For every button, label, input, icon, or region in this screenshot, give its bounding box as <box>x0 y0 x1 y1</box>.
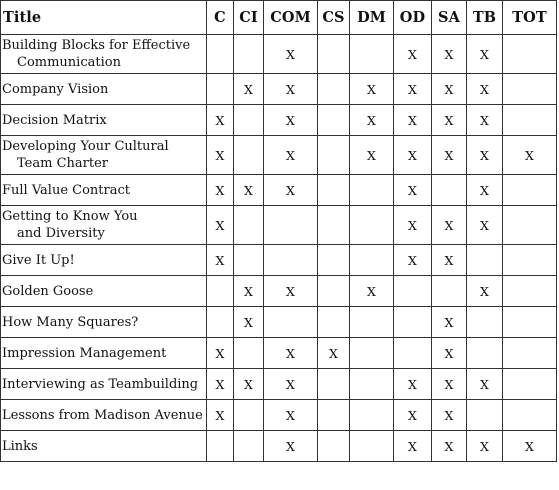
table-row <box>1 307 557 338</box>
table-row <box>1 136 557 175</box>
mark-tot <box>503 338 557 369</box>
mark-dm: X <box>350 105 394 136</box>
mark-tb <box>467 307 503 338</box>
mark-dm <box>350 206 394 245</box>
row-title: Full Value Contract <box>2 182 130 198</box>
mark-sa: X <box>432 245 467 276</box>
mark-dm <box>350 307 394 338</box>
mark-com <box>264 245 318 276</box>
mark-tot: X <box>503 431 557 462</box>
row-title: Interviewing as Teambuilding <box>2 376 199 392</box>
mark-com <box>264 206 318 245</box>
row-title-cell <box>1 105 207 136</box>
mark-tb: X <box>467 175 503 206</box>
header-cs: CS <box>318 1 350 35</box>
mark-dm <box>350 400 394 431</box>
mark-sa: X <box>432 431 467 462</box>
mark-c: X <box>207 206 234 245</box>
mark-od: X <box>394 369 432 400</box>
mark-c: X <box>207 105 234 136</box>
row-title: Decision Matrix <box>2 112 107 128</box>
mark-tot <box>503 74 557 105</box>
header-sa: SA <box>432 1 467 35</box>
mark-tot <box>503 276 557 307</box>
mark-sa <box>432 175 467 206</box>
mark-od: X <box>394 175 432 206</box>
row-title: Lessons from Madison Avenue <box>2 407 203 423</box>
mark-c: X <box>207 369 234 400</box>
row-title-cell <box>1 400 207 431</box>
mark-cs <box>318 369 350 400</box>
row-title-continued: and Diversity <box>17 226 105 241</box>
mark-dm <box>350 245 394 276</box>
row-title: Company Vision <box>2 81 109 97</box>
mark-od: X <box>394 245 432 276</box>
row-title-cell <box>1 74 207 105</box>
table-row <box>1 338 557 369</box>
mark-dm: X <box>350 74 394 105</box>
mark-sa: X <box>432 369 467 400</box>
header-title: Title <box>1 1 207 35</box>
mark-ci: X <box>234 369 264 400</box>
mark-tb: X <box>467 276 503 307</box>
mark-tb: X <box>467 431 503 462</box>
mark-tb <box>467 245 503 276</box>
mark-cs <box>318 136 350 175</box>
mark-tot <box>503 175 557 206</box>
mark-od: X <box>394 431 432 462</box>
mark-sa: X <box>432 35 467 74</box>
header-od: OD <box>394 1 432 35</box>
row-title-continued: Team Charter <box>17 156 108 171</box>
table-row <box>1 245 557 276</box>
mark-c: X <box>207 175 234 206</box>
mark-com: X <box>264 35 318 74</box>
mark-ci <box>234 431 264 462</box>
mark-tb: X <box>467 136 503 175</box>
row-title-cell <box>1 35 207 74</box>
mark-com: X <box>264 276 318 307</box>
mark-tot <box>503 245 557 276</box>
row-title-cell <box>1 136 207 175</box>
mark-tot <box>503 105 557 136</box>
table-row <box>1 74 557 105</box>
mark-c <box>207 431 234 462</box>
mark-od: X <box>394 136 432 175</box>
mark-ci: X <box>234 307 264 338</box>
mark-c <box>207 35 234 74</box>
row-title-cell <box>1 369 207 400</box>
row-title-continued: Communication <box>17 55 121 70</box>
row-title: Impression Management <box>2 345 167 361</box>
row-title: Building Blocks for Effective <box>2 38 191 53</box>
mark-ci <box>234 338 264 369</box>
row-title: Give It Up! <box>2 252 75 268</box>
mark-com: X <box>264 175 318 206</box>
row-title: How Many Squares? <box>2 314 139 330</box>
mark-dm: X <box>350 276 394 307</box>
mark-dm: X <box>350 136 394 175</box>
mark-tb: X <box>467 74 503 105</box>
table-row <box>1 175 557 206</box>
mark-ci <box>234 105 264 136</box>
header-ci: CI <box>234 1 264 35</box>
mark-dm <box>350 35 394 74</box>
mark-ci: X <box>234 175 264 206</box>
mark-sa: X <box>432 307 467 338</box>
mark-ci <box>234 206 264 245</box>
row-title-cell <box>1 206 207 245</box>
table-row <box>1 276 557 307</box>
row-title-cell <box>1 276 207 307</box>
mark-dm <box>350 369 394 400</box>
header-tot: TOT <box>503 1 557 35</box>
table-row <box>1 105 557 136</box>
mark-c <box>207 74 234 105</box>
header-c: C <box>207 1 234 35</box>
mark-cs: X <box>318 338 350 369</box>
row-title: Getting to Know You <box>2 209 138 224</box>
mark-c: X <box>207 136 234 175</box>
mark-sa: X <box>432 136 467 175</box>
mark-cs <box>318 245 350 276</box>
mark-cs <box>318 431 350 462</box>
mark-tot <box>503 35 557 74</box>
table-row <box>1 206 557 245</box>
mark-tot <box>503 400 557 431</box>
table-row <box>1 431 557 462</box>
mark-od: X <box>394 35 432 74</box>
mark-c <box>207 276 234 307</box>
mark-c: X <box>207 338 234 369</box>
mark-com: X <box>264 400 318 431</box>
mark-ci <box>234 35 264 74</box>
mark-com: X <box>264 105 318 136</box>
table-row <box>1 400 557 431</box>
mark-tot: X <box>503 136 557 175</box>
mark-dm <box>350 338 394 369</box>
mark-cs <box>318 400 350 431</box>
table-body <box>1 35 557 462</box>
mark-ci: X <box>234 276 264 307</box>
mark-sa: X <box>432 338 467 369</box>
mark-od: X <box>394 206 432 245</box>
mark-c: X <box>207 400 234 431</box>
mark-tb <box>467 338 503 369</box>
mark-od: X <box>394 105 432 136</box>
table-row <box>1 369 557 400</box>
mark-od <box>394 276 432 307</box>
mark-tb <box>467 400 503 431</box>
mark-tot <box>503 307 557 338</box>
mark-sa: X <box>432 206 467 245</box>
row-title-cell <box>1 307 207 338</box>
mark-com: X <box>264 369 318 400</box>
mark-sa: X <box>432 74 467 105</box>
mark-ci <box>234 400 264 431</box>
mark-com: X <box>264 136 318 175</box>
row-title-cell <box>1 431 207 462</box>
mark-cs <box>318 276 350 307</box>
mark-cs <box>318 35 350 74</box>
header-com: COM <box>264 1 318 35</box>
mark-od: X <box>394 400 432 431</box>
mark-ci <box>234 245 264 276</box>
mark-com: X <box>264 74 318 105</box>
mark-tb: X <box>467 369 503 400</box>
header-tb: TB <box>467 1 503 35</box>
row-title-cell <box>1 338 207 369</box>
mark-sa <box>432 276 467 307</box>
row-title: Golden Goose <box>2 283 94 299</box>
table-header <box>1 1 557 35</box>
row-title-cell <box>1 245 207 276</box>
row-title: Links <box>2 438 38 454</box>
mark-tb: X <box>467 105 503 136</box>
mark-od: X <box>394 74 432 105</box>
mark-cs <box>318 105 350 136</box>
mark-dm <box>350 175 394 206</box>
mark-com: X <box>264 338 318 369</box>
mark-cs <box>318 74 350 105</box>
mark-od <box>394 307 432 338</box>
mark-c <box>207 307 234 338</box>
mark-c: X <box>207 245 234 276</box>
header-dm: DM <box>350 1 394 35</box>
mark-sa: X <box>432 105 467 136</box>
mark-tb: X <box>467 206 503 245</box>
mark-ci: X <box>234 74 264 105</box>
mark-dm <box>350 431 394 462</box>
mark-cs <box>318 206 350 245</box>
mark-tot <box>503 206 557 245</box>
mark-tb: X <box>467 35 503 74</box>
row-title-cell <box>1 175 207 206</box>
mark-ci <box>234 136 264 175</box>
mark-tot <box>503 369 557 400</box>
table-row <box>1 35 557 74</box>
mark-od <box>394 338 432 369</box>
row-title: Developing Your Cultural <box>2 139 169 154</box>
header-row <box>1 1 557 35</box>
mark-cs <box>318 307 350 338</box>
mark-sa: X <box>432 400 467 431</box>
mark-cs <box>318 175 350 206</box>
mark-com <box>264 307 318 338</box>
mark-com: X <box>264 431 318 462</box>
